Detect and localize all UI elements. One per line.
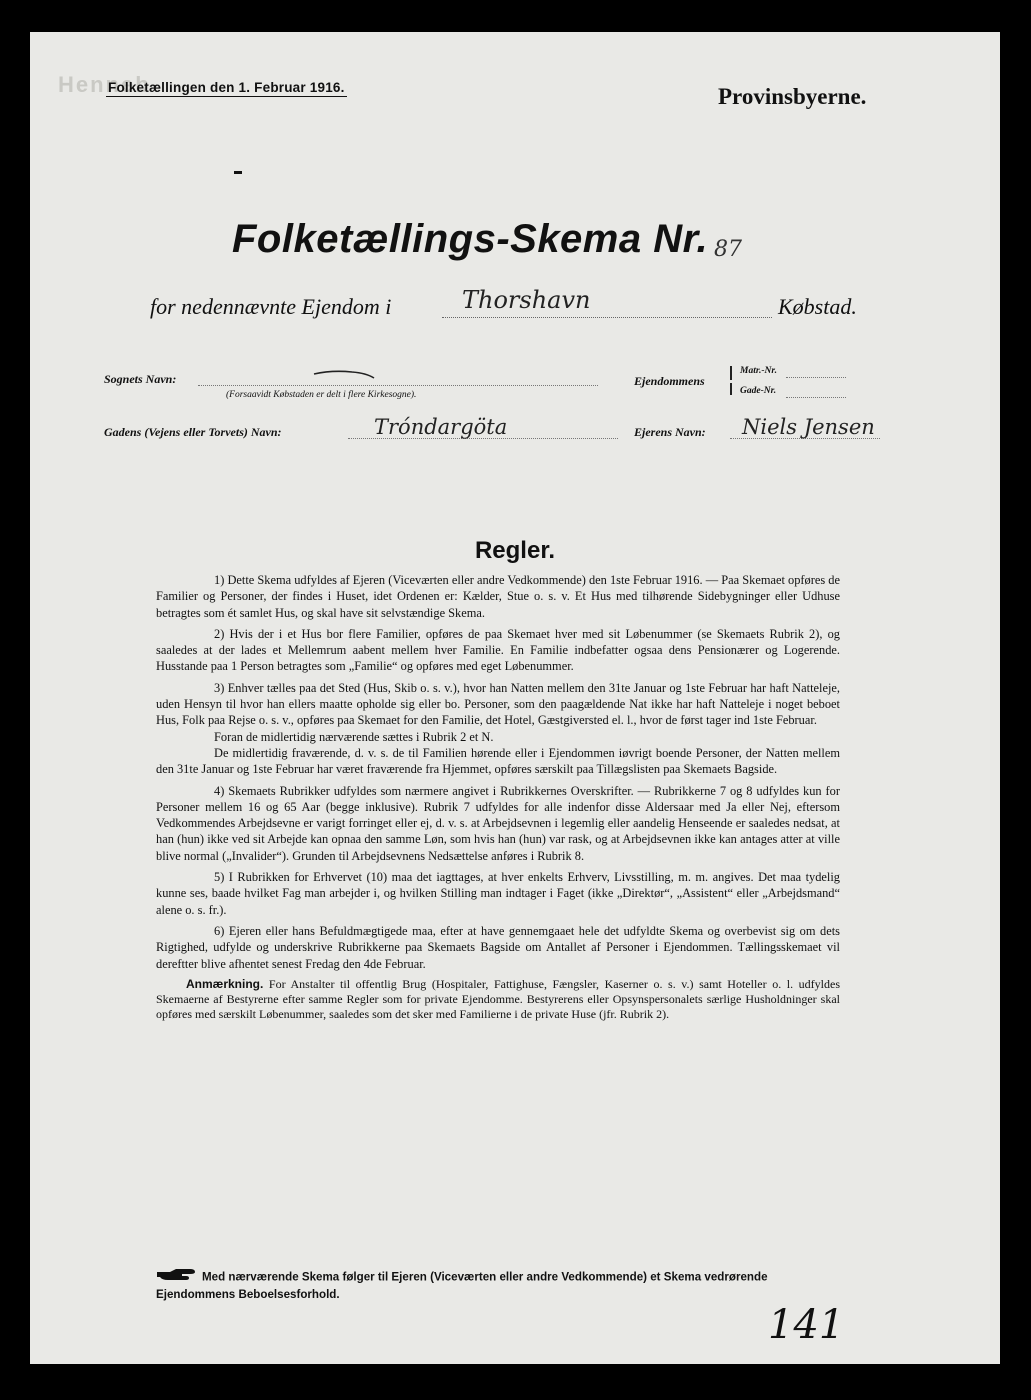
property-line-prefix: for nedennævnte Ejendom i <box>150 294 392 319</box>
parish-note: (Forsaavidt Købstaden er delt i flere Kirkesogne). <box>226 390 417 400</box>
footer-text: Med nærværende Skema følger til Ejeren (Viceværten eller andre Vedkommende) et Skema vedrørende Ejendommens Beboelsesforhold. <box>156 1270 768 1301</box>
property-label: Ejendommens <box>634 374 705 388</box>
rule-paragraph: 1) Dette Skema udfyldes af Ejeren (Viceværten eller andre Vedkommende) den 1ste Februar 1916. — Paa Skemaet opføres de Familier og Personer, der findes i Huset, idet Ordenen er: Kælder, Stue o. s. v. Et Hus med tilhørende Sidebygninger eller Udhuse betragtes som ét samlet Hus, og skal have sit selvstændige Skema. <box>156 573 840 620</box>
street-handwritten: Tróndargöta <box>374 415 508 439</box>
street-label: Gadens (Vejens eller Torvets) Navn: <box>104 425 282 439</box>
gade-nr-label: Gade-Nr. <box>740 386 777 396</box>
form-number-handwritten: 87 <box>714 237 742 262</box>
note-label: Anmærkning. <box>186 976 264 991</box>
gade-nr-dotted-line <box>786 397 846 398</box>
rule-paragraph: 5) I Rubrikken for Erhvervet (10) maa det iagttages, at hver enkelts Erhverv, Livsstilling, m. m. angives. Det maa tydelig kunne ses, baade hvilket Fag man arbejder i, og hvilken Stilling man indtager i Faget (ikke „Direktør“, „Assistent“ eller „Arbejdsmand“ alene o. s. fr.). <box>156 870 840 917</box>
pointing-hand-icon <box>156 1268 196 1287</box>
rule-paragraph: 2) Hvis der i et Hus bor flere Familier, opføres de paa Skemaet hver med sit Løbenummer (se Skemaets Rubrik 2), og saaledes at der lades et Mellemrum aabent mellem hver Familie. En Familie indbefatter ogsaa dens Pensionærer og Logerende. Husstande paa 1 Person betragtes som „Familie“ og opføres med eget Løbenummer. <box>156 626 840 674</box>
parish-handwritten-stroke <box>312 368 378 382</box>
matr-nr-label: Matr.-Nr. <box>740 366 777 376</box>
region-label: Provinsbyerne. <box>718 84 867 109</box>
census-date-label: Folketællingen den 1. Februar 1916. <box>108 80 345 95</box>
census-form-page <box>30 32 1000 1364</box>
bracket-mark <box>730 383 732 395</box>
rule-paragraph: 3) Enhver tælles paa det Sted (Hus, Skib o. s. v.), hvor han Natten mellem den 31te Januar og 1ste Februar har haft Natteleje, uden Hensyn til hvor han ellers maatte opholde sig eller bo. Personer, som den paagældende Nat ikke har haft Natteleje i noget beboet Hus, Folk paa Rejse o. s. v., opføres paa Skemaet for den Familie, det Hotel, Gæstgiversted el. l., hvor de først tager ind 1ste Februar. <box>156 680 840 728</box>
note-paragraph <box>156 977 840 1022</box>
rule-paragraph: 4) Skemaets Rubrikker udfyldes som nærmere angivet i Rubrikkernes Overskrifter. — Rubrikkerne 7 og 8 udfyldes kun for Personer mellem 16 og 65 Aar (begge inklusive). Rubrik 7 udfyldes for alle indenfor disse Aldersaar med Ja eller Nej, eftersom Vedkommendes Arbejdsevne er varigt forringet eller ej, d. v. s. at Arbejdsevnen i legemlig eller aandelig Henseende er saaledes nedsat, at han (hun) ikke ved sit Arbejde kan opnaa den samme Løn, som hvis han (hun) var rask, og at Arbejdsevnen ikke kan antages atter at ville blive normal („Invalider“). Grunden til Arbejdsevnens Nedsættelse anføres i Rubrik 8. <box>156 783 840 863</box>
town-underline <box>442 317 772 318</box>
bracket-mark <box>730 366 732 380</box>
rule-paragraph: 6) Ejeren eller hans Befuldmægtigede maa, efter at have gennemgaaet hele det udfyldte Skema og overbevist sig om dets Rigtighed, udfylde og underskrive Rubrikkerne paa Skemaets Bagside om Antallet af Personer i Ejendommen. Tællingsskemaet vil dereftter blive afhentet senest Fredag den 4de Februar. <box>156 923 840 971</box>
footer-note <box>156 1268 840 1303</box>
parish-label: Sognets Navn: <box>104 372 177 386</box>
page-number-handwritten: 141 <box>768 1302 845 1348</box>
town-handwritten: Thorshavn <box>462 286 591 314</box>
parish-dotted-line <box>198 385 598 386</box>
note-text: For Anstalter til offentlig Brug (Hospitaler, Fattighuse, Fængsler, Kaserner o. s. v.) samt Hoteller o. l. udfyldes Skemaerne af Bestyrerne efter samme Regler som for private Ejendomme. Bestyrerens eller Opsynspersonalets særlige Husholdninger skal opføres med særskilt Løbenummer, saaledes som det sker med Familierne i de private Huse (jfr. Rubrik 2). <box>156 976 840 1021</box>
dash-mark <box>234 171 242 174</box>
property-line-suffix: Købstad. <box>778 294 857 319</box>
bleed-through-text: Henneb <box>58 72 151 97</box>
matr-nr-dotted-line <box>786 377 846 378</box>
owner-handwritten: Niels Jensen <box>742 415 875 439</box>
rule-paragraph: De midlertidig fraværende, d. v. s. de til Familien hørende eller i Ejendommen iøvrigt boende Personer, der Natten mellem den 31te Januar og 1ste Februar har været fraværende fra Hjemmet, opføres særskilt paa Tillægslisten paa Skemaets Bagside. <box>156 745 840 777</box>
form-title: Folketællings-Skema Nr. <box>232 217 709 261</box>
rule-paragraph: Foran de midlertidig nærværende sættes i Rubrik 2 et N. <box>214 729 494 744</box>
owner-label: Ejerens Navn: <box>634 425 706 439</box>
rules-text <box>156 572 840 1027</box>
rules-heading: Regler. <box>474 537 556 564</box>
